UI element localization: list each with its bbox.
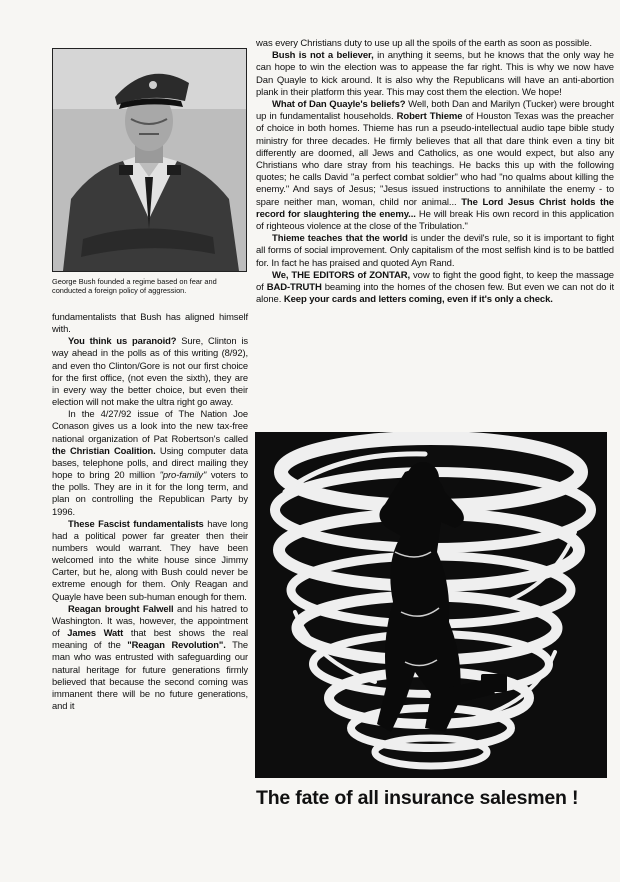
- vortex-illustration: [255, 432, 607, 778]
- left-p5-text-a: and his hatred to Washington. It was, however, the appointment of: [52, 602, 248, 639]
- right-p2-lead: Bush is not a believer,: [272, 50, 374, 62]
- left-p4-lead: These Fascist fundamentalists: [68, 517, 204, 529]
- left-p4-text: have long had a political power far greater then their numbers would warrant. They have been welcomed into the white house since Jimmy Carter, but he, along with Bush could never be extreme enough for them. Only Reagan and Quayle have been sub-human enough for them.: [52, 517, 248, 602]
- left-paragraph-5: [52, 603, 248, 712]
- right-p5-bold-2: BAD-TRUTH: [266, 282, 322, 294]
- right-paragraph-4: [256, 233, 614, 270]
- right-p5-lead: We, THE EDITORS of ZONTAR,: [272, 269, 411, 281]
- right-p4-text: is under the devil's rule, so it is important to fight all forms of social improvement. Only capitalism of the most selfish kind is to be battled for. In fact he has praised and quoted Ayn Rand.: [256, 233, 615, 269]
- left-p3-text-c: voters to the polls. They are in it for the long term, and plan on controlling the Republican Party by 1996.: [52, 469, 248, 517]
- left-paragraph-1: fundamentalists that Bush has aligned himself with.: [52, 311, 248, 335]
- right-p2-text: in anything it seems, but he knows that the only way he can hope to win the election was to appease the far right. This is why we now have Dan Quayle to kick around. It is also why the Republicans will have an anti-abortion plank in their platform this year. This may cost them the election. We hope!: [256, 50, 614, 98]
- right-p3-lead: What of Dan Quayle's beliefs?: [272, 99, 406, 111]
- right-p5-text-b: beaming into the homes of the chosen few. But even we can not do it alone.: [256, 282, 615, 306]
- left-paragraph-3: [52, 408, 248, 517]
- right-p5-text-a: vow to fight the good fight, to keep the massage of: [256, 269, 614, 294]
- left-column: [52, 311, 248, 712]
- right-paragraph-5: [256, 270, 614, 307]
- officer-portrait-image: [53, 49, 246, 271]
- photo-block: [52, 48, 247, 295]
- left-p5-bold-2: James Watt: [67, 627, 124, 639]
- left-p5-text-c: The man who was entrusted with safeguarding our natural heritage for future generations firmly believed that because the second coming was immanent there will be no future generations, and it: [52, 639, 248, 711]
- photo-caption: George Bush founded a regime based on fear and conducted a foreign policy of aggression.: [52, 277, 217, 295]
- right-paragraph-1: was every Christians duty to use up all the spoils of the earth as soon as possible.: [256, 38, 592, 49]
- right-p3-text-b: of Houston Texas was the preacher of choice in both homes. Thieme has run a pseudo-intellectual audio tape bible study ministry for three decades. He firmly believes that all that dare think even a tiny bit differently are doomed, all Jews and Catholics, as one would expect, but also any Christians who dare stray from his teachings. He backs this up with the following quotes; he calls David "a perfect combat soldier" who had "no qualms about killing the enemy." And says of Jesus; "Jesus issued instructions to annihilate the enemy - to spare neither man, woman, child nor animal...: [256, 111, 614, 208]
- vortex-artwork: [255, 432, 607, 778]
- illustration-headline: The fate of all insurance salesmen !: [256, 787, 579, 809]
- left-p5-text-b: that best shows the real meaning of the: [52, 627, 248, 651]
- left-p2-lead: You think us paranoid?: [68, 335, 177, 347]
- right-paragraph-2: [256, 50, 614, 99]
- left-p3-text-a: In the 4/27/92 issue of The Nation Joe Conason gives us a look into the new tax-free national organization of Pat Robertson's called: [52, 408, 248, 444]
- right-column: [256, 38, 614, 306]
- left-p3-bold: the Christian Coalition.: [52, 444, 156, 456]
- right-p3-bold-2: Robert Thieme: [396, 111, 463, 123]
- right-p3-bold-3: The Lord Jesus Christ holds the record for slaughtering the enemy...: [256, 196, 614, 220]
- left-paragraph-2: [52, 335, 248, 408]
- right-p5-bold-3: Keep your cards and letters coming, even if it's only a check.: [283, 294, 553, 306]
- left-p2-text: Sure, Clinton is way ahead in the polls as of this writing (8/92), and even tho Clinton/Gore is not our first choice for the first office, (not even the sixth), they are in every way the better choice, but even their election will not make the ultra right go away.: [52, 335, 248, 408]
- left-p3-italic: "pro-family": [159, 469, 207, 481]
- officer-photo: [52, 48, 247, 272]
- right-paragraph-3: [256, 99, 614, 233]
- right-p3-text-c: He will break His own record in this application of righteous violence at the close of the Tribulation.": [256, 208, 614, 233]
- left-p5-lead: Reagan brought Falwell: [68, 602, 174, 614]
- left-paragraph-4: [52, 518, 248, 603]
- left-p5-bold-3: "Reagan Revolution".: [127, 639, 226, 651]
- right-p4-lead: Thieme teaches that the world: [272, 233, 408, 245]
- left-p3-text-b: Using computer data bases, telephone polls, and direct mailing they hope to bring 20 million: [52, 444, 248, 481]
- right-p3-text-a: Well, both Dan and Marilyn (Tucker) were brought up in fundamentalist households.: [256, 99, 614, 123]
